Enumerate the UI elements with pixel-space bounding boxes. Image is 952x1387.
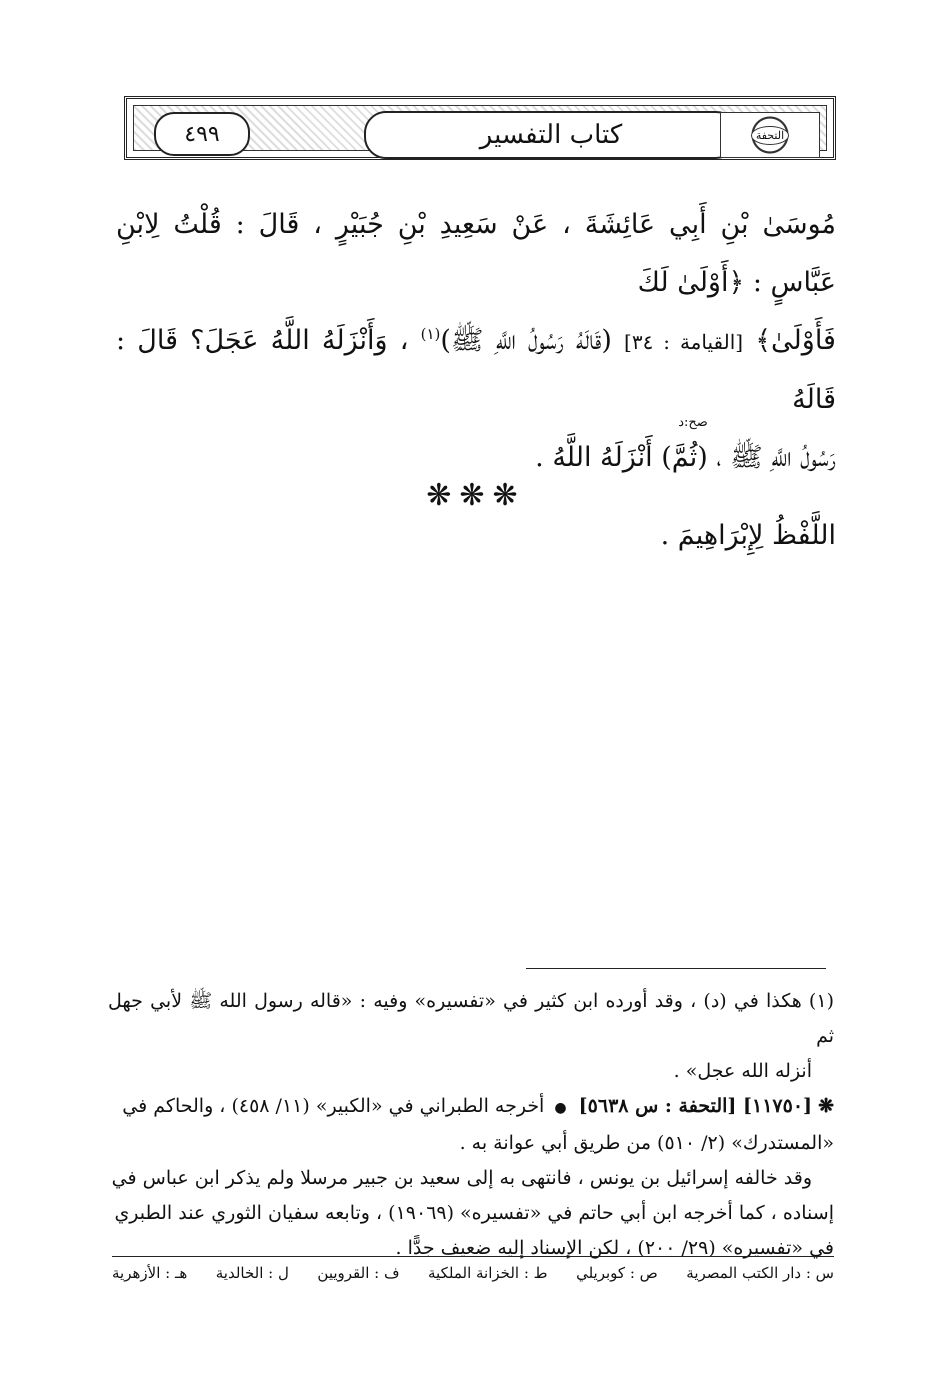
takhrij-ref: [١١٧٥٠] [التحفة : س ٥٦٣٨] xyxy=(578,1095,813,1117)
emblem-icon xyxy=(720,112,820,158)
footnote-marker: (١) xyxy=(420,325,441,343)
page-number: ٤٩٩ xyxy=(154,112,250,156)
paragraph-2-line-1: وقد خالفه إسرائيل بن يونس ، فانتهى به إلى سعيد بن جبير مرسلا ولم يذكر ابن عباس في xyxy=(111,1167,812,1189)
section-separator: ❋❋❋ xyxy=(426,478,526,513)
siglum: هـ : الأزهرية xyxy=(112,1264,188,1282)
takhrij: ❋ [١١٧٥٠] [التحفة : س ٥٦٣٨] ● أخرجه الطبراني في «الكبير» (١١/ ٤٥٨) ، والحاكم في xyxy=(122,1095,834,1117)
chapter-title: كتاب التفسير xyxy=(364,111,738,159)
paragraph-2-line-2: إسناده ، كما أخرجه ابن أبي حاتم في «تفسيره» (١٩٠٦٩) ، وتابعه سفيان الثوري عند الطبري xyxy=(114,1202,834,1224)
wording-note: اللَّفْظُ لِإِبْرَاهِيمَ . xyxy=(660,520,836,551)
page-header xyxy=(124,96,836,160)
gloss-word: صح:د (ثُمَّ) xyxy=(661,415,708,473)
text-line-3: رَسُولُ اللَّهِ ﷺ ، صح:د (ثُمَّ) أَنْزَلَهُ اللَّهُ . xyxy=(535,415,836,473)
star-icon: ❋ xyxy=(818,1095,834,1117)
sigla-divider xyxy=(112,1256,834,1257)
footnote-1-cont: أنزله الله عجل» . xyxy=(673,1060,812,1082)
footnote-divider xyxy=(526,968,826,969)
siglum: ل : الخالدية xyxy=(215,1264,289,1282)
gloss-note: صح:د xyxy=(678,415,708,430)
text-continuation: ، وَأَنْزَلَهُ اللَّهُ عَجَلَ؟ قَالَ : قَالَهُ xyxy=(116,325,836,415)
siglum: ص : كوبريلي xyxy=(576,1264,658,1282)
paragraph-2-line-3: في «تفسيره» (٢٩/ ٢٠٠) ، لكن الإسناد إليه ضعيف جدًّا . xyxy=(395,1237,834,1259)
siglum: س : دار الكتب المصرية xyxy=(686,1264,834,1282)
siglum: ط : الخزانة الملكية xyxy=(428,1264,548,1282)
verse-reference: [القيامة : ٣٤] xyxy=(624,330,744,354)
text-line-2 xyxy=(116,312,836,429)
manuscript-sigla xyxy=(112,1264,834,1282)
header-ornamental-border xyxy=(133,105,827,151)
siglum: ف : القرويين xyxy=(317,1264,400,1282)
takhrij-cont: «المستدرك» (٢/ ٥١٠) من طريق أبي عوانة به . xyxy=(459,1132,834,1154)
footnote-1: (١) هكذا في (د) ، وقد أورده ابن كثير في «تفسيره» وفيه : «قاله رسول الله ﷺ لأبي جهل ثم xyxy=(108,990,834,1047)
quote-span: (قَالَهُ رَسُولُ اللَّهِ ﷺ) xyxy=(440,325,612,356)
text-line-1: مُوسَىٰ بْنِ أَبِي عَائِشَةَ ، عَنْ سَعِيدِ بْنِ جُبَيْرٍ ، قَالَ : قُلْتُ لِابْنِ عَبَّاسٍ : ﴿أَوْلَىٰ لَكَ xyxy=(116,209,836,298)
verse-end: فَأَوْلَىٰ﴾ xyxy=(755,325,836,356)
emblem-text: التحفة xyxy=(751,126,789,145)
footnotes xyxy=(108,984,834,1266)
bullet-icon: ● xyxy=(554,1100,567,1116)
